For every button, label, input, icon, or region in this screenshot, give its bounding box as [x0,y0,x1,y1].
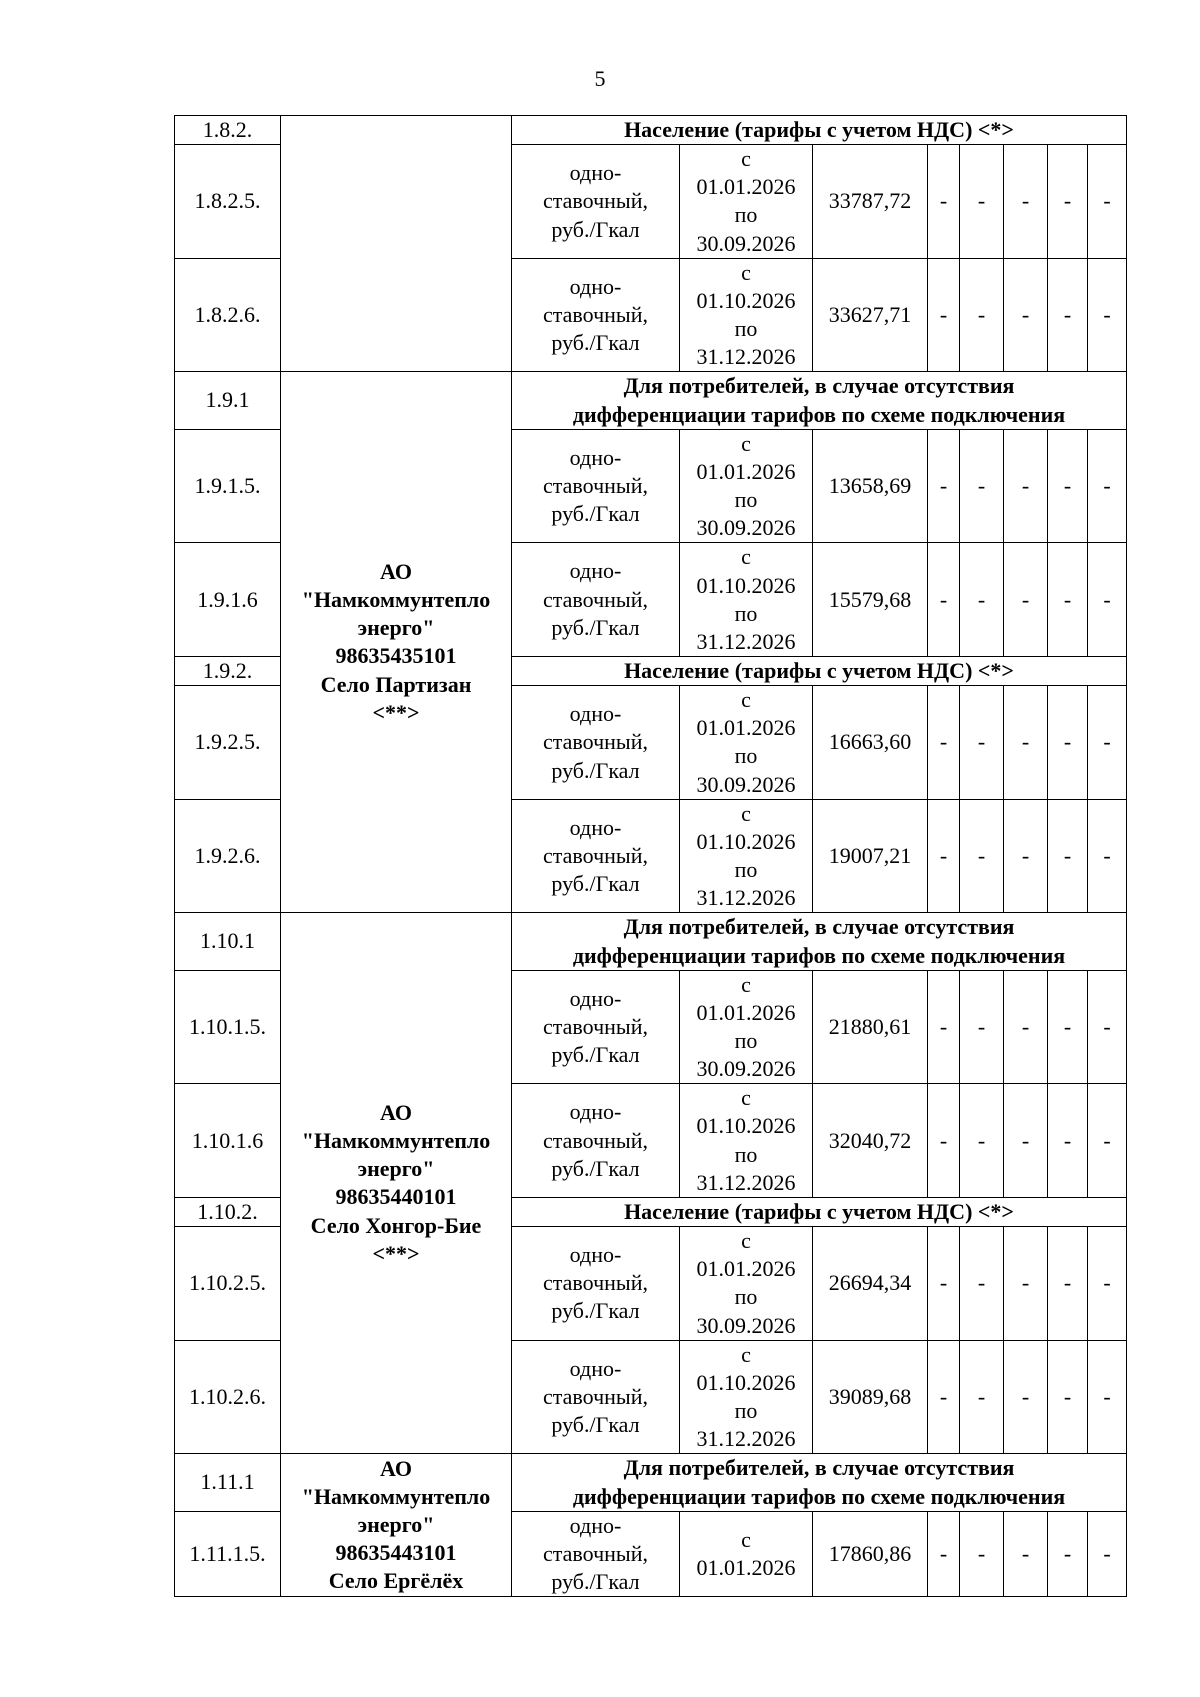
row-code: 1.9.2. [175,656,281,685]
row-code: 1.11.1 [175,1454,281,1511]
organization-line: АО [380,558,412,584]
rate-type-line: ставочный, [543,188,648,214]
rate-type-line: ставочный, [543,1540,648,1566]
period-cell [680,543,813,657]
organization-cell [281,1454,512,1597]
period-line: 31.12.2026 [696,628,796,654]
period-cell [680,1227,813,1341]
empty-dash-cell: - [1048,970,1088,1084]
period-line: 30.09.2026 [696,771,796,797]
empty-dash-cell: - [1088,1227,1127,1341]
category-header-line: дифференциации тарифов по схеме подключения [572,942,1066,968]
empty-dash-cell: - [1088,1511,1127,1596]
rate-type-cell [512,1340,680,1454]
period-line: 01.01.2026 [696,999,796,1025]
period-line: 31.12.2026 [696,1426,796,1452]
category-header-consumers [512,372,1127,429]
rate-type-line: руб./Гкал [551,614,640,640]
period-line: с [741,687,751,713]
row-code: 1.10.1.5. [175,970,281,1084]
tariff-value: 32040,72 [813,1084,928,1198]
period-line: 01.01.2026 [696,458,796,484]
rate-type-cell [512,799,680,913]
rate-type-line: руб./Гкал [551,1298,640,1324]
period-line: по [734,1028,758,1053]
empty-dash-cell: - [1088,1340,1127,1454]
empty-dash-cell: - [960,258,1004,372]
rate-type-line: руб./Гкал [551,1155,640,1181]
organization-line: 98635443101 [335,1540,457,1566]
empty-dash-cell: - [928,686,960,800]
period-line: с [741,146,751,172]
period-line: по [734,1398,758,1424]
organization-line: <**> [372,699,420,725]
organization-line: <**> [372,1240,420,1266]
period-line: 01.10.2026 [696,1369,796,1395]
empty-dash-cell: - [1088,429,1127,543]
rate-type-cell [512,1084,680,1198]
rate-type-line: руб./Гкал [551,216,640,242]
tariff-value: 26694,34 [813,1227,928,1341]
empty-dash-cell: - [960,686,1004,800]
period-line: 01.10.2026 [696,572,796,598]
rate-type-line: ставочный, [543,1013,648,1039]
empty-dash-cell: - [928,970,960,1084]
table-row [175,116,1127,145]
period-line: 01.01.2026 [696,715,796,741]
rate-type-line: руб./Гкал [551,1568,640,1594]
row-code: 1.10.2.6. [175,1340,281,1454]
empty-dash-cell: - [928,1511,960,1596]
row-code: 1.8.2. [175,116,281,145]
category-header-population: Население (тарифы с учетом НДС) <*> [512,1197,1127,1226]
organization-cell [281,913,512,1454]
period-line: с [741,259,751,285]
period-line: по [734,1284,758,1310]
organization-line: энерго" [357,1156,435,1182]
rate-type-line: одно- [569,273,622,299]
empty-dash-cell: - [1088,543,1127,657]
empty-dash-cell: - [1004,1084,1048,1198]
period-line: 01.10.2026 [696,1113,796,1139]
empty-dash-cell: - [928,145,960,259]
rate-type-line: ставочный, [543,1270,648,1296]
empty-dash-cell: - [1048,1340,1088,1454]
empty-dash-cell: - [928,1340,960,1454]
empty-dash-cell: - [1088,799,1127,913]
rate-type-cell [512,543,680,657]
period-cell [680,258,813,372]
empty-dash-cell: - [1088,1084,1127,1198]
category-header-consumers [512,1454,1127,1511]
period-cell [680,799,813,913]
rate-type-cell [512,429,680,543]
organization-line: "Намкоммунтепло [301,587,491,613]
category-header-line: Для потребителей, в случае отсутствия [623,373,1015,399]
empty-dash-cell: - [1048,258,1088,372]
rate-type-line: одно- [569,444,622,470]
tariff-value: 13658,69 [813,429,928,543]
row-code: 1.11.1.5. [175,1511,281,1596]
empty-dash-cell: - [960,145,1004,259]
rate-type-line: одно- [569,160,622,186]
row-code: 1.9.2.5. [175,686,281,800]
period-line: 30.09.2026 [696,1312,796,1338]
organization-line: АО [380,1455,412,1481]
tariff-value: 16663,60 [813,686,928,800]
period-line: по [734,202,758,228]
rate-type-line: ставочный, [543,729,648,755]
row-code: 1.10.1.6 [175,1084,281,1198]
period-line: 30.09.2026 [696,1056,796,1082]
rate-type-line: ставочный, [543,472,648,498]
organization-line: Село Партизан [320,671,472,697]
period-line: 30.09.2026 [696,230,796,256]
tariff-value: 33787,72 [813,145,928,259]
period-line: 01.10.2026 [696,287,796,313]
organization-line: 98635435101 [335,643,457,669]
tariff-value: 33627,71 [813,258,928,372]
rate-type-line: одно- [569,1512,622,1538]
period-line: 01.01.2026 [696,1256,796,1282]
empty-dash-cell: - [960,1340,1004,1454]
period-line: по [734,316,758,342]
period-line: 01.10.2026 [696,828,796,854]
empty-dash-cell: - [1088,970,1127,1084]
period-line: по [734,600,758,626]
empty-dash-cell: - [1048,686,1088,800]
tariff-value: 39089,68 [813,1340,928,1454]
period-line: по [734,857,758,883]
period-cell [680,429,813,543]
period-line: с [741,1228,751,1254]
empty-dash-cell: - [960,799,1004,913]
organization-cell-empty [281,116,512,372]
empty-dash-cell: - [1004,145,1048,259]
empty-dash-cell: - [1048,543,1088,657]
period-cell [680,1511,813,1596]
empty-dash-cell: - [960,1227,1004,1341]
rate-type-line: руб./Гкал [551,1042,640,1068]
category-header-line: Для потребителей, в случае отсутствия [623,914,1015,940]
row-code: 1.9.2.6. [175,799,281,913]
period-line: с [741,800,751,826]
period-cell [680,970,813,1084]
period-line: 01.01.2026 [696,1554,796,1580]
empty-dash-cell: - [1088,686,1127,800]
empty-dash-cell: - [1004,799,1048,913]
empty-dash-cell: - [960,429,1004,543]
empty-dash-cell: - [1048,145,1088,259]
empty-dash-cell: - [928,258,960,372]
rate-type-line: ставочный, [543,586,648,612]
rate-type-line: ставочный, [543,302,648,328]
row-code: 1.9.1 [175,372,281,429]
tariff-table [174,115,1127,1597]
rate-type-cell [512,1511,680,1596]
empty-dash-cell: - [1048,429,1088,543]
organization-line: "Намкоммунтепло [301,1128,491,1154]
empty-dash-cell: - [928,1084,960,1198]
rate-type-cell [512,258,680,372]
row-code: 1.8.2.6. [175,258,281,372]
empty-dash-cell: - [1004,543,1048,657]
rate-type-cell [512,145,680,259]
rate-type-cell [512,970,680,1084]
rate-type-line: одно- [569,985,622,1011]
rate-type-cell [512,1227,680,1341]
category-header-line: дифференциации тарифов по схеме подключения [572,401,1066,427]
rate-type-line: руб./Гкал [551,757,640,783]
table-row [175,1454,1127,1511]
rate-type-line: руб./Гкал [551,501,640,527]
tariff-value: 15579,68 [813,543,928,657]
empty-dash-cell: - [1048,799,1088,913]
empty-dash-cell: - [928,1227,960,1341]
row-code: 1.10.2.5. [175,1227,281,1341]
period-cell [680,686,813,800]
empty-dash-cell: - [960,970,1004,1084]
empty-dash-cell: - [1004,970,1048,1084]
empty-dash-cell: - [1004,1227,1048,1341]
category-header-line: дифференциации тарифов по схеме подключения [572,1483,1066,1509]
organization-line: энерго" [357,615,435,641]
empty-dash-cell: - [1004,1511,1048,1596]
empty-dash-cell: - [1048,1227,1088,1341]
empty-dash-cell: - [928,429,960,543]
empty-dash-cell: - [1048,1511,1088,1596]
period-line: по [734,487,758,513]
tariff-value: 17860,86 [813,1511,928,1596]
table-row [175,913,1127,970]
empty-dash-cell: - [1088,258,1127,372]
empty-dash-cell: - [1088,145,1127,259]
table-row [175,372,1127,429]
rate-type-line: одно- [569,1099,622,1125]
empty-dash-cell: - [928,799,960,913]
rate-type-line: руб./Гкал [551,1412,640,1438]
empty-dash-cell: - [960,1084,1004,1198]
page-number: 5 [594,66,606,91]
empty-dash-cell: - [1004,686,1048,800]
empty-dash-cell: - [1048,1084,1088,1198]
rate-type-line: одно- [569,1355,622,1381]
tariff-value: 21880,61 [813,970,928,1084]
empty-dash-cell: - [1004,429,1048,543]
rate-type-line: руб./Гкал [551,871,640,897]
rate-type-line: ставочный, [543,1127,648,1153]
row-code: 1.9.1.6 [175,543,281,657]
category-header-population: Население (тарифы с учетом НДС) <*> [512,656,1127,685]
period-line: с [741,1341,751,1367]
rate-type-line: одно- [569,1242,622,1268]
empty-dash-cell: - [1004,258,1048,372]
period-line: по [734,743,758,769]
period-line: с [741,430,751,456]
organization-cell [281,372,512,913]
row-code: 1.8.2.5. [175,145,281,259]
rate-type-line: одно- [569,558,622,584]
category-header-population: Население (тарифы с учетом НДС) <*> [512,116,1127,145]
row-code: 1.10.2. [175,1197,281,1226]
period-line: с [741,971,751,997]
rate-type-line: ставочный, [543,1383,648,1409]
period-line: 31.12.2026 [696,1169,796,1195]
organization-line: "Намкоммунтепло [301,1484,491,1509]
period-cell [680,1084,813,1198]
organization-line: 98635440101 [335,1184,457,1210]
organization-line: энерго" [357,1512,435,1538]
organization-line: АО [380,1099,412,1125]
row-code: 1.9.1.5. [175,429,281,543]
row-code: 1.10.1 [175,913,281,970]
period-line: с [741,1085,751,1111]
organization-line: Село Ергёлёх [328,1568,464,1594]
empty-dash-cell: - [1004,1340,1048,1454]
empty-dash-cell: - [928,543,960,657]
period-line: с [741,1526,751,1552]
empty-dash-cell: - [960,543,1004,657]
tariff-value: 19007,21 [813,799,928,913]
empty-dash-cell: - [960,1511,1004,1596]
period-line: 30.09.2026 [696,515,796,541]
rate-type-line: одно- [569,701,622,727]
organization-line: Село Хонгор-Бие [310,1212,482,1238]
period-line: 01.01.2026 [696,174,796,200]
category-header-consumers [512,913,1127,970]
rate-type-cell [512,686,680,800]
rate-type-line: руб./Гкал [551,330,640,356]
period-line: по [734,1141,758,1167]
period-cell [680,1340,813,1454]
period-cell [680,145,813,259]
rate-type-line: одно- [569,814,622,840]
period-line: 31.12.2026 [696,344,796,370]
rate-type-line: ставочный, [543,842,648,868]
category-header-line: Для потребителей, в случае отсутствия [623,1455,1015,1481]
period-line: 31.12.2026 [696,885,796,911]
period-line: с [741,544,751,570]
